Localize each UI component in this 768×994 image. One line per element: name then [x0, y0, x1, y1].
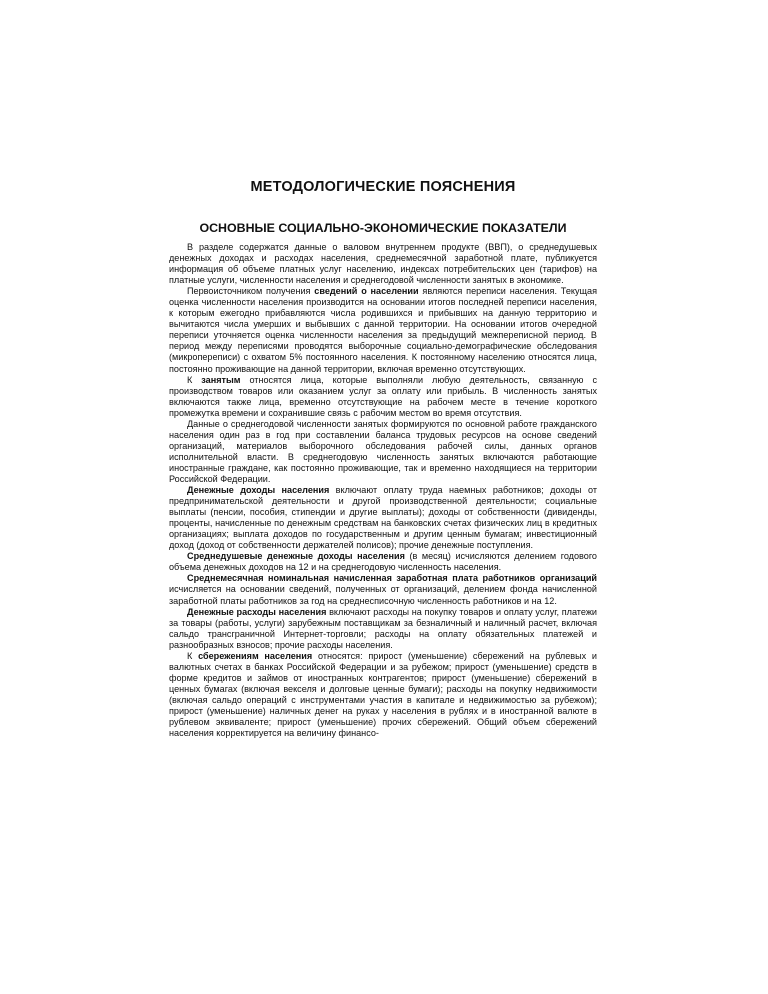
paragraph-lead: К	[187, 650, 199, 661]
paragraph-cash-expenses	[169, 607, 597, 651]
paragraph-employed	[169, 375, 597, 419]
paragraph-text: относятся: прирост (уменьшение) сбережений на рублевых и валютных счетах в банках Российской Федерации и за рубежом; прирост (уменьшение) средств в форме кредитов и займов от иностранных контрагентов; прирост (уменьшение) сбережений в ценных бумагах (включая векселя и долговые ценные бумаги); расходы на покупку недвижимости (включая сальдо операций с инструментами участия в капитале и недвижимостью за рубежом); прирост (уменьшение) наличных денег на руках у населения в рублях и в иностранной валюте в рублевом эквиваленте; прирост (уменьшение) прочих сбережений. Общий объем сбережений населения корректируется на величину финансо-	[169, 650, 597, 739]
paragraph-term: сведений о населении	[314, 286, 419, 297]
paragraph-term: Денежные расходы населения	[187, 606, 327, 617]
paragraph-text: включают оплату труда наемных работников; доходы от предпринимательской деятельности и другой производственной деятельности; социальные выплаты (пенсии, пособия, стипендии и другие выплаты); доходы от собственности (дивиденды, проценты, начисленные по денежным средствам на банковских счетах физических лиц в кредитных организациях; выплата доходов по государственным и другим ценным бумагам; инвестиционный доход (доход от собственности держателей полисов); прочие денежные поступления.	[169, 485, 597, 551]
paragraph-per-capita-income	[169, 551, 597, 573]
paragraph-term: Денежные доходы населения	[187, 485, 330, 496]
paragraph-term: занятым	[201, 374, 241, 385]
section-title: ОСНОВНЫЕ СОЦИАЛЬНО-ЭКОНОМИЧЕСКИЕ ПОКАЗАТЕЛИ	[199, 221, 567, 235]
paragraph-lead: Первоисточником получения	[187, 286, 315, 297]
paragraph-text: относятся лица, которые выполняли любую деятельность, связанную с производством товаров или оказанием услуг за оплату или прибыль. В численность занятых включаются также лица, временно отсутствующие на рабочем месте в течение короткого промежутка времени и сохранившие связь с рабочим местом во время отсутствия.	[169, 374, 598, 418]
paragraph-employed-average	[169, 419, 597, 485]
paragraph-term: Среднедушевые денежные доходы населения	[187, 551, 405, 562]
paragraph-population	[169, 286, 597, 374]
page-title: МЕТОДОЛОГИЧЕСКИЕ ПОЯСНЕНИЯ	[250, 179, 516, 195]
paragraph-text: В разделе содержатся данные о валовом внутреннем продукте (ВВП), о среднедушевых денежных доходах и расходах населения, среднемесячной заработной плате, публикуется информация об объеме платных услуг населению, индексах потребительских цен (тарифов) на платные услуги, численности населения и среднегодовой численности занятых в экономике.	[169, 242, 597, 286]
paragraph-text: включают расходы на покупку товаров и оплату услуг, платежи за товары (работы, услуги) зарубежным поставщикам за безналичный и наличный расчет, включая сальдо трансграничной Интернет-торговли; расходы на оплату обязательных платежей и разнообразных взносов; прочие расходы населения.	[169, 606, 597, 650]
paragraph-cash-income	[169, 485, 597, 551]
paragraph-average-wage	[169, 573, 597, 606]
paragraph-term: Среднемесячная номинальная начисленная заработная плата работников организаций	[187, 573, 597, 584]
paragraph-term: сбережениям населения	[198, 650, 313, 661]
paragraph-text: (в месяц) исчисляются делением годового объема денежных доходов на 12 и на среднегодовую численность населения.	[169, 551, 597, 573]
paragraph-text: исчисляется на основании сведений, полученных от организаций, делением фонда начисленной заработной платы работников за год на среднесписочную численность работников и на 12.	[169, 584, 597, 606]
paragraph-lead: К	[187, 374, 202, 385]
paragraph-text: являются переписи населения. Текущая оценка численности населения производится на основании итогов последней переписи населения, к которым ежегодно прибавляются числа родившихся и прибывших на данную территорию и вычитаются числа умерших и выбывших с данной территории. На основании итогов очередной переписи уточняется оценка численности населения за предыдущий межпереписной период. В период между переписями проводятся выборочные социально-демографические обследования (микропереписи) с охватом 5% постоянного населения. К постоянному населению относятся лица, постоянно проживающие на данной территории, включая временно отсутствующих.	[169, 286, 597, 374]
document-page	[169, 178, 597, 739]
paragraph-savings	[169, 651, 597, 739]
paragraph-text: Данные о среднегодовой численности занятых формируются по основной работе гражданского населения один раз в год при составлении баланса трудовых ресурсов на основе сведений организаций, материалов выборочного обследования рабочей силы, данных органов исполнительной власти. В среднегодовую численность занятых включаются работающие иностранные граждане, как постоянно проживающие, так и временно находящиеся на территории Российской Федерации.	[169, 418, 597, 484]
paragraph-intro	[169, 242, 597, 286]
